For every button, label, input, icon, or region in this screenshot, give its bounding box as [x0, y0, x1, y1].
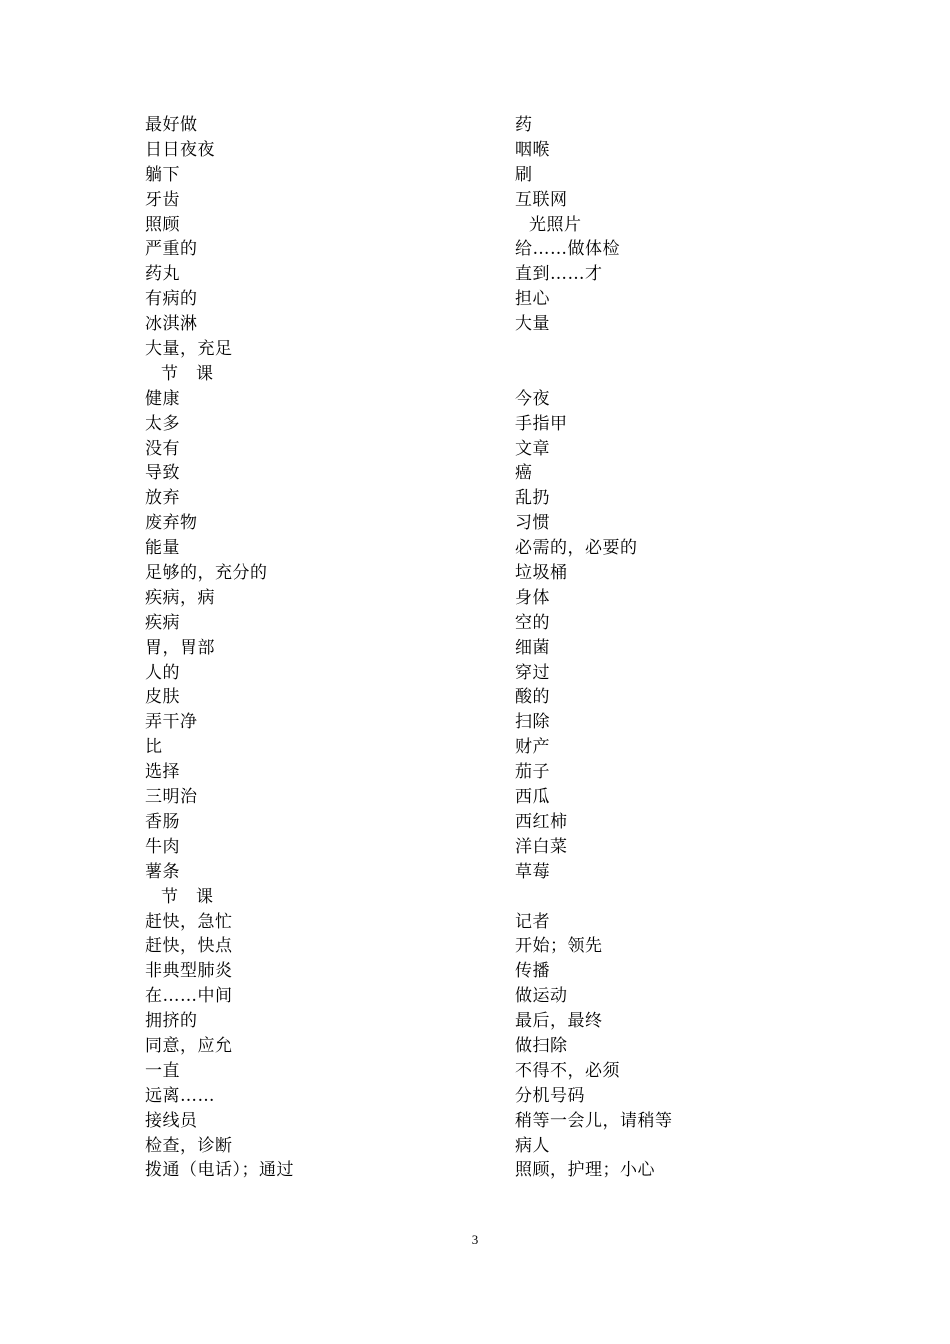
- left-vocabulary-entry: 躺下: [145, 164, 180, 185]
- right-vocabulary-entry: 酸的: [515, 687, 550, 708]
- left-vocabulary-entry: 接线员: [145, 1110, 198, 1131]
- left-vocabulary-entry: 检查，诊断: [145, 1135, 233, 1156]
- right-vocabulary-entry: [515, 885, 855, 910]
- right-vocabulary-entry: 最后，最终: [515, 1011, 603, 1032]
- left-vocabulary-entry: 导致: [145, 463, 180, 484]
- left-vocabulary-entry: 废弃物: [145, 513, 198, 534]
- right-vocabulary-entry: 不得不，必须: [515, 1060, 620, 1081]
- left-vocabulary-entry: 能量: [145, 538, 180, 559]
- right-vocabulary-entry: 照顾，护理；小心: [515, 1160, 655, 1181]
- right-vocabulary-entry: 光照片: [529, 214, 582, 235]
- right-vocabulary-entry: 病人: [515, 1135, 550, 1156]
- left-vocabulary-entry: 人的: [145, 662, 180, 683]
- left-vocabulary-entry: 最好做: [145, 115, 198, 135]
- left-vocabulary-entry: 有病的: [145, 289, 198, 310]
- left-vocabulary-entry: 疾病: [145, 612, 180, 633]
- left-vocabulary-entry: 胃，胃部: [145, 637, 215, 658]
- left-vocabulary-entry: 放弃: [145, 488, 180, 509]
- right-vocabulary-entry: 稍等一会儿，请稍等: [515, 1110, 673, 1131]
- vocabulary-left-column: [145, 113, 485, 1183]
- right-vocabulary-entry: 药: [515, 115, 533, 135]
- right-vocabulary-entry: 直到……才: [515, 264, 603, 285]
- right-vocabulary-entry: 给……做体检: [515, 239, 620, 260]
- left-vocabulary-entry: 健康: [145, 388, 180, 409]
- right-vocabulary-entry: 癌: [515, 463, 533, 484]
- left-vocabulary-entry: 赶快，快点: [145, 936, 233, 957]
- left-vocabulary-entry: 太多: [145, 413, 180, 434]
- section-heading: 节 课: [161, 363, 214, 384]
- left-vocabulary-entry: 日日夜夜: [145, 139, 215, 160]
- right-vocabulary-entry: 洋白菜: [515, 836, 568, 857]
- left-vocabulary-entry: 三明治: [145, 787, 198, 808]
- left-vocabulary-entry: 赶快，急忙: [145, 911, 233, 932]
- right-vocabulary-entry: 习惯: [515, 513, 550, 534]
- right-vocabulary-entry: 分机号码: [515, 1085, 585, 1106]
- right-vocabulary-entry: 咽喉: [515, 139, 550, 160]
- right-vocabulary-entry: 互联网: [515, 189, 568, 210]
- left-vocabulary-entry: 香肠: [145, 811, 180, 832]
- right-vocabulary-entry: 细菌: [515, 637, 550, 658]
- left-vocabulary-entry: 拨通（电话）；通过: [145, 1160, 294, 1181]
- left-vocabulary-entry: 在……中间: [145, 986, 233, 1007]
- right-vocabulary-entry: 必需的，必要的: [515, 538, 638, 559]
- left-vocabulary-entry: 疾病，病: [145, 587, 215, 608]
- right-vocabulary-entry: 做运动: [515, 986, 568, 1007]
- right-vocabulary-entry: 今夜: [515, 388, 550, 409]
- right-vocabulary-entry: 穿过: [515, 662, 550, 683]
- vocabulary-right-column: [515, 113, 855, 1183]
- right-vocabulary-entry: 西瓜: [515, 787, 550, 808]
- right-vocabulary-entry: 开始；领先: [515, 936, 603, 957]
- section-heading: 节 课: [161, 886, 214, 907]
- right-vocabulary-entry: 刷: [515, 164, 533, 185]
- left-vocabulary-entry: 远离……: [145, 1085, 215, 1106]
- right-vocabulary-entry: 手指甲: [515, 413, 568, 434]
- right-vocabulary-entry: 乱扔: [515, 488, 550, 509]
- left-vocabulary-entry: 没有: [145, 438, 180, 459]
- right-vocabulary-entry: 大量: [515, 314, 550, 335]
- right-vocabulary-entry: 扫除: [515, 712, 550, 733]
- left-vocabulary-entry: 药丸: [145, 264, 180, 285]
- left-vocabulary-entry: 薯条: [145, 861, 180, 882]
- left-vocabulary-entry: 非典型肺炎: [145, 961, 233, 982]
- left-vocabulary-entry: 严重的: [145, 239, 198, 260]
- left-vocabulary-entry: 拥挤的: [145, 1011, 198, 1032]
- right-vocabulary-entry: 茄子: [515, 762, 550, 783]
- left-vocabulary-entry: 弄干净: [145, 712, 198, 733]
- left-vocabulary-entry: 照顾: [145, 214, 180, 235]
- right-vocabulary-entry: 垃圾桶: [515, 563, 568, 584]
- right-vocabulary-entry: 空的: [515, 612, 550, 633]
- right-vocabulary-entry: 担心: [515, 289, 550, 310]
- left-vocabulary-entry: 牛肉: [145, 836, 180, 857]
- right-vocabulary-entry: 财产: [515, 737, 550, 758]
- page-number: 3: [471, 1232, 479, 1247]
- left-vocabulary-entry: 选择: [145, 762, 180, 783]
- left-vocabulary-entry: 一直: [145, 1060, 180, 1081]
- left-vocabulary-entry: 冰淇淋: [145, 314, 198, 335]
- left-vocabulary-entry: 足够的，充分的: [145, 563, 268, 584]
- right-vocabulary-entry: 身体: [515, 587, 550, 608]
- left-vocabulary-entry: 同意，应允: [145, 1035, 233, 1056]
- right-vocabulary-entry: [515, 337, 855, 362]
- right-vocabulary-entry: [515, 362, 855, 387]
- left-vocabulary-entry: 大量，充足: [145, 339, 233, 360]
- right-vocabulary-entry: 传播: [515, 961, 550, 982]
- right-vocabulary-entry: 草莓: [515, 861, 550, 882]
- right-vocabulary-entry: 做扫除: [515, 1035, 568, 1056]
- right-vocabulary-entry: 文章: [515, 438, 550, 459]
- left-vocabulary-entry: 皮肤: [145, 687, 180, 708]
- right-vocabulary-entry: 西红柿: [515, 811, 568, 832]
- left-vocabulary-entry: 牙齿: [145, 189, 180, 210]
- left-vocabulary-entry: 比: [145, 737, 163, 758]
- right-vocabulary-entry: 记者: [515, 911, 550, 932]
